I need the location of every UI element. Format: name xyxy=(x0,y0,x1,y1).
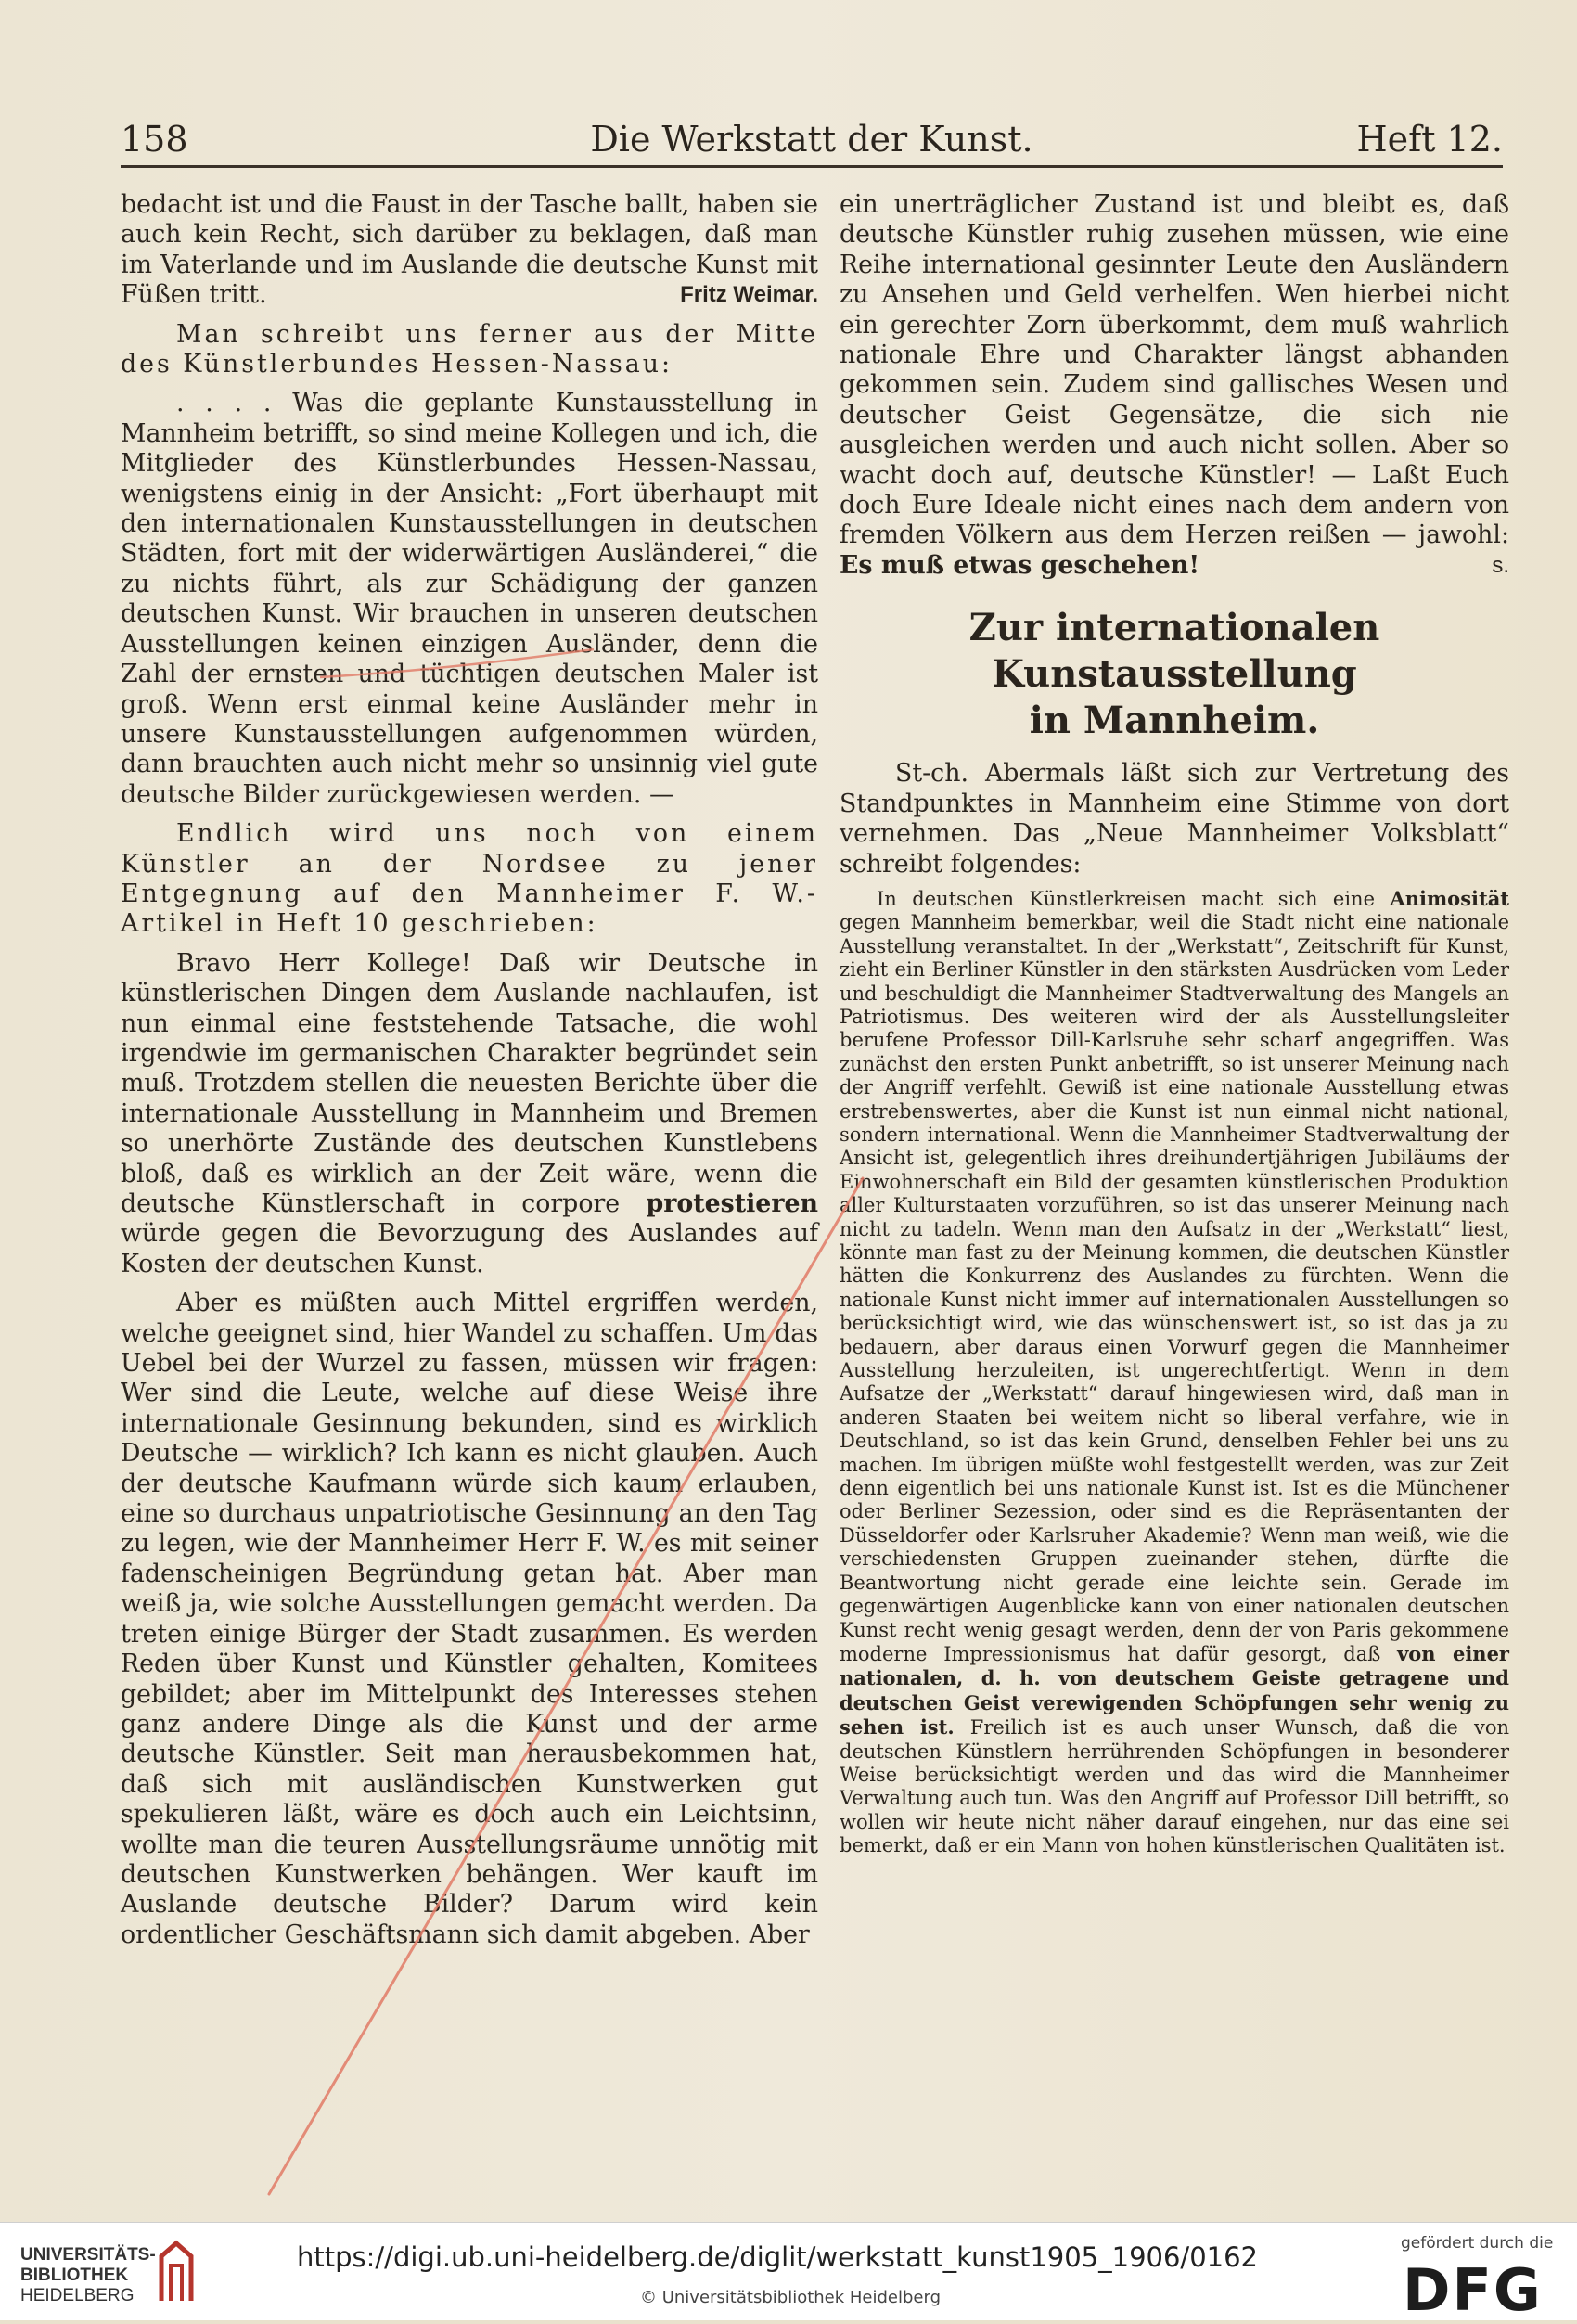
dfg-logo: DFG xyxy=(1403,2256,1543,2324)
library-footer xyxy=(0,2222,1577,2324)
emphasis: Es muß etwas geschehen! xyxy=(840,550,1200,580)
library-logo-text xyxy=(20,2245,156,2306)
logo-line: BIBLIOTHEK xyxy=(20,2266,129,2285)
paragraph-text: In deutschen Künstlerkreisen macht sich eine xyxy=(877,887,1376,910)
emphasis: von einer nationalen, d. h. von deutschem Geiste getragene und deutschen Geist verewigenden Schöpfungen sehr wenig zu sehen ist. xyxy=(840,1641,1509,1740)
paragraph: St-ch. Abermals läßt sich zur Vertretung des Standpunktes in Mannheim eine Stimme von dort vernehmen. Das „Neue Mannheimer Volksblatt“ schreibt folgendes: xyxy=(840,759,1509,879)
paragraph: Endlich wird uns noch von einem Künstler an der Nordsee zu jener Entgegnung auf den Mannheimer F. W.-Artikel in Heft 10 geschrieben: xyxy=(121,819,818,939)
emphasis: Animosität xyxy=(1390,886,1509,910)
paragraph: . . . . Was die geplante Kunstausstellung in Mannheim betrifft, so sind meine Kollegen und ich, die Mitglieder des Künstlerbundes Hessen-Nassau, wenigstens einig in der Ansicht: „Fort überhaupt mit den internationalen Kunstausstellungen in deutschen Städten, fort mit der widerwärtigen Ausländerei,“ die zu nichts führt, als zur Schädigung der ganzen deutschen Kunst. Wir brauchen in unseren deutschen Ausstellungen keinen einzigen Ausländer, denn die Zahl der ernsten und tüchtigen deutschen Maler ist groß. Wenn erst einmal keine Ausländer mehr in unsere Kunstausstellungen aufgenommen würden, dann brauchten auch nicht mehr so unsinnig viel gute deutsche Bilder zurückgewiesen werden. — xyxy=(121,389,818,809)
signature: s. xyxy=(1492,552,1509,578)
paragraph-text: bedacht ist und die Faust in der Tasche ballt, haben sie auch kein Recht, sich darüber zu beklagen, daß man im Vaterlande und im Auslande die deutsche Kunst mit Füßen tritt. xyxy=(121,190,818,310)
running-title: Die Werkstatt der Kunst. xyxy=(590,119,1033,160)
funding-note: gefördert durch die xyxy=(1401,2234,1554,2253)
copyright-notice: © Universitätsbibliothek Heidelberg xyxy=(640,2288,942,2307)
paragraph: Aber es müßten auch Mittel ergriffen werden, welche geeignet sind, hier Wandel zu schaffen. Um das Uebel bei der Wurzel zu fassen, müssen wir fragen: Wer sind die Leute, welche auf diese Weise ihre internationale Gesinnung bekunden, sind es wirklich Deutsche — wirklich? Ich kann es nicht glauben. Auch der deutsche Kaufmann würde sich kaum erlauben, eine so durchaus unpatriotische Gesinnung an den Tag zu legen, wie der Mannheimer Herr F. W. es mit seiner fadenscheinigen Begründung getan hat. Aber man weiß ja, wie solche Ausstellungen gemacht werden. Da treten einige Bürger der Stadt zusammen. Es werden Reden über Kunst und Künstler gehalten, Komitees gebildet; aber im Mittelpunkt des Interesses stehen ganz andere Dinge als die Kunst und der arme deutsche Künstler. Seit man herausbekommen hat, daß sich mit ausländischen Kunstwerken gut spekulieren läßt, wäre es doch auch ein Leichtsinn, wollte man die teuren Ausstellungsräume unnötig mit deutschen Kunstwerken behängen. Wer kauft im Auslande deutsche Bilder? Darum wird kein ordentlicher Geschäftsmann sich damit abgeben. Aber xyxy=(121,1289,818,1949)
library-logo-icon xyxy=(158,2240,195,2305)
paragraph: Man schreibt uns ferner aus der Mitte des Künstlerbundes Hessen-Nassau: xyxy=(121,319,818,379)
heading-line: Zur internationalen Kunstausstellung xyxy=(968,606,1380,697)
page-number: 158 xyxy=(121,119,188,160)
paragraph-text: gegen Mannheim bemerkbar, weil die Stadt nicht eine nationale Ausstellung veranstaltet. In der „Werkstatt“, Zeitschrift für Kunst, zieht ein Berliner Künstler in den stärksten Ausdrücken vom Leder und beschuldigt die Mannheimer Stadtverwaltung des Mangels an Patriotismus. Des weiteren wird der als Ausstellungsleiter berufene Professor Dill-Karlsruhe sehr scharf angegriffen. Was zunächst den ersten Punkt anbetrifft, so ist unserer Meinung nach der Angriff verfehlt. Gewiß ist eine nationale Ausstellung etwas erstrebenswertes, aber die Kunst ist nun einmal nicht national, sondern international. Wenn die Mannheimer Stadtverwaltung der Ansicht ist, gelegentlich ihres dreihundertjährigen Jubiläums der Einwohnerschaft ein Bild der gesamten künstlerischen Produktion aller Kulturstaaten vorzuführen, so ist das unserer Meinung nach nicht zu tadeln. Wenn man den Aufsatz in der „Werkstatt“ liest, könnte man fast zu der Meinung kommen, die deutschen Künstler hätten die Konkurrenz des Auslandes zu fürchten. Wenn die nationale Kunst nicht immer auf internationalen Ausstellungen so berücksichtigt wird, wie das wünschenswert ist, so ist das ja zu bedauern, aber daraus einen Vorwurf gegen die Mannheimer Ausstellung herzuleiten, ist ungerechtfertigt. Wenn in dem Aufsatze der „Werkstatt“ darauf hingewiesen wird, daß man in anderen Staaten bei weitem nicht so liberal verfahre, wie in Deutschland, so ist das kein Grund, denselben Fehler bei uns zu machen. Im übrigen müßte wohl festgestellt werden, was zur Zeit denn eigentlich bei uns nationale Kunst ist. Ist es die Münchener oder Berliner Sezession, oder sind es die Repräsentanten der Düsseldorfer oder Karlsruher Akademie? Wenn man weiß, wie die verschiedensten Gruppen zueinander stehen, dürfte die Beantwortung nicht gerade eine leichte sein. Gerade im gegenwärtigen Augenblicke kann von einer nationalen deutschen Kunst recht wenig gesagt werden, denn der von Paris gekommene moderne Impressionismus hat dafür gesorgt, daß xyxy=(840,911,1509,1665)
logo-line: HEIDELBERG xyxy=(20,2286,135,2305)
signature: Fritz Weimar. xyxy=(680,282,818,308)
logo-line: UNIVERSITÄTS- xyxy=(20,2245,156,2265)
emphasis: protestieren xyxy=(646,1189,818,1218)
paragraph-text: ein unerträglicher Zustand ist und bleibt es, daß deutsche Künstler ruhig zusehen müssen, wie eine Reihe international gesinnter Leute den Ausländern zu Ansehen und Geld verhelfen. Wen hierbei nicht ein gerechter Zorn überkommt, dem muß wahrlich nationale Ehre und Charakter längst abhanden gekommen sein. Zudem sind gallisches Wesen und deutscher Geist Gegensätze, die sich nie ausgleichen werden und auch nicht sollen. Aber so wacht doch auf, deutsche Künstler! — Laßt Euch doch Eure Ideale nicht eines nach dem andern von fremden Völkern aus dem Herzen reißen — jawohl: xyxy=(840,190,1509,550)
paragraph-text: würde gegen die Bevorzugung des Auslandes auf Kosten der deutschen Kunst. xyxy=(121,1219,818,1278)
issue-label: Heft 12. xyxy=(1356,119,1503,160)
heading-line: in Mannheim. xyxy=(1029,699,1320,743)
permalink-link[interactable]: https://digi.ub.uni-heidelberg.de/diglit/werkstatt_kunst1905_1906/0162 xyxy=(297,2241,1258,2273)
paragraph-text: Bravo Herr Kollege! Daß wir Deutsche in künstlerischen Dingen dem Auslande nachlaufen, ist nun einmal eine feststehende Tatsache, die wohl irgendwie im germanischen Charakter begründet sein muß. Trotzdem stellen die neuesten Berichte über die internationale Ausstellung in Mannheim und Bremen so unerhörte Zustände des deutschen Kunstlebens bloß, daß es wirklich an der Zeit wäre, wenn die deutsche Künstlerschaft in corpore xyxy=(121,948,818,1218)
paragraph-text: Freilich ist es auch unser Wunsch, daß die von deutschen Künstlern herrührenden Schöpfungen in besonderer Weise berücksichtigt werden und das wird die Mannheimer Verwaltung auch tun. Was den Angriff auf Professor Dill betrifft, so wollen wir heute nicht näher darauf eingehen, nur das eine sei bemerkt, daß er ein Mann von hohen künstlerischen Qualitäten ist. xyxy=(840,1716,1510,1857)
